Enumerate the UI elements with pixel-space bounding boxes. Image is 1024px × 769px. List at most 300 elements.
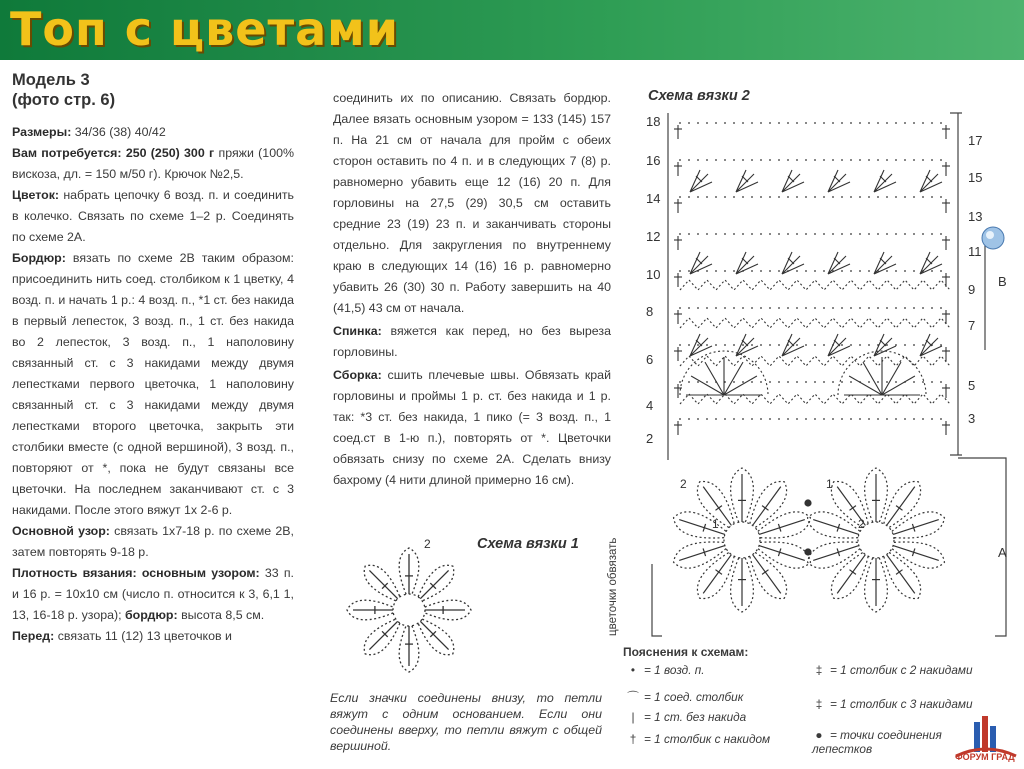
chain-dot bbox=[895, 196, 897, 198]
chain-dot bbox=[886, 381, 888, 383]
chain-dot bbox=[697, 233, 699, 235]
chain-dot bbox=[769, 233, 771, 235]
chain-dot bbox=[823, 381, 825, 383]
chain-dot bbox=[886, 307, 888, 309]
chain-dot bbox=[904, 270, 906, 272]
chain-dot bbox=[922, 381, 924, 383]
chain-dot bbox=[850, 196, 852, 198]
chain-dot bbox=[823, 344, 825, 346]
chain-dot bbox=[760, 122, 762, 124]
stitch-bar bbox=[742, 176, 748, 182]
chain-dot bbox=[769, 159, 771, 161]
chain-dot bbox=[913, 196, 915, 198]
petal-outline bbox=[892, 512, 945, 538]
chain-dot bbox=[742, 381, 744, 383]
chain-dot bbox=[895, 381, 897, 383]
row-number: 4 bbox=[646, 398, 654, 413]
chain-dot bbox=[733, 159, 735, 161]
stitch-bar bbox=[696, 176, 702, 182]
chain-dot bbox=[940, 159, 942, 161]
row-number: 14 bbox=[646, 191, 661, 206]
chain-dot bbox=[931, 122, 933, 124]
chain-dot bbox=[931, 418, 933, 420]
chain-dot bbox=[751, 196, 753, 198]
chain-dot bbox=[832, 122, 834, 124]
chain-dot bbox=[697, 122, 699, 124]
chain-dot bbox=[877, 159, 879, 161]
chain-dot bbox=[823, 196, 825, 198]
chain-dot bbox=[679, 122, 681, 124]
stitch-bar bbox=[696, 340, 702, 346]
chain-dot bbox=[814, 233, 816, 235]
chain-dot bbox=[922, 159, 924, 161]
schema1-note: Если значки соединены внизу, то петли вяжут с одним основанием. Если они соединены вверху, то петли вяжут с общей вершиной. bbox=[330, 691, 602, 753]
chain-dot bbox=[814, 381, 816, 383]
legend-item: † = 1 столбик с накидом bbox=[626, 732, 770, 746]
row-number: 7 bbox=[968, 318, 976, 333]
chain-dot bbox=[778, 307, 780, 309]
chain-dot bbox=[778, 344, 780, 346]
petal-crossbar bbox=[896, 506, 902, 511]
slip-stitch-icon: ⌒ bbox=[627, 690, 639, 704]
chain-dot bbox=[679, 196, 681, 198]
chain-dot bbox=[832, 307, 834, 309]
density-paragraph: Плотность вязания: основным узором: 33 п. и 16 р. = 10х10 см (число п. относится к 3, 6,1 1, 13, 16-18 р. узора); бордюр: высота 8,5 см. bbox=[12, 566, 294, 622]
chain-dot bbox=[841, 307, 843, 309]
side-label: цветочки обвязать bbox=[607, 537, 619, 636]
border-paragraph: Бордюр: вязать по схеме 2В таким образом: присоединить нить соед. столбиком к 1 цветку, 4 возд. п. и начать 1 р.: 4 возд. п., *1 ст. без накида в первый лепесток, 3 возд. п., 1 ст. без накида во 2 лепесток, 3 возд. п., 1 наполовину связанный ст. с 3 накидами между двумя лепестками первого цветочка, 1 наполовину связанный ст. с 3 накидами между двумя лепестками второго цветочка, закрыть эти столбики вместе (с одной вершиной), 3 возд. п., повторяют от *, пока не будут связаны все цветочки. На последнем заканчивают ст. с 3 накидами. После этого вяжут 1х 2-6 р. bbox=[12, 251, 294, 517]
schema1-title: Схема вязки 1 bbox=[477, 536, 579, 552]
chain-dot bbox=[688, 196, 690, 198]
row-number: 17 bbox=[968, 133, 983, 148]
chain-dot bbox=[715, 418, 717, 420]
chain-dot bbox=[706, 196, 708, 198]
chain-dot bbox=[832, 381, 834, 383]
chain-dot bbox=[913, 122, 915, 124]
chain-dot bbox=[787, 159, 789, 161]
chain-dot bbox=[787, 418, 789, 420]
chain-dot bbox=[796, 122, 798, 124]
legend-title: Пояснения к схемам: bbox=[623, 645, 749, 659]
chain-dot bbox=[787, 122, 789, 124]
chain-dot bbox=[850, 159, 852, 161]
chain-dot bbox=[724, 233, 726, 235]
chain-dot bbox=[904, 122, 906, 124]
flower-center-ring bbox=[724, 522, 760, 558]
chain-dot bbox=[805, 418, 807, 420]
row-number: 15 bbox=[968, 170, 983, 185]
chain-dot bbox=[922, 122, 924, 124]
schema2-flowers bbox=[674, 468, 945, 612]
chain-dot bbox=[823, 270, 825, 272]
chain-dot bbox=[841, 196, 843, 198]
page-title: Топ с цветами bbox=[10, 2, 399, 56]
chain-dot bbox=[814, 418, 816, 420]
chain-dot bbox=[805, 344, 807, 346]
chain-dot bbox=[904, 196, 906, 198]
stitch-bar bbox=[834, 176, 840, 182]
chain-dot bbox=[778, 270, 780, 272]
petal-crossbar bbox=[849, 506, 855, 511]
chain-dot bbox=[679, 233, 681, 235]
row-number: 12 bbox=[646, 229, 661, 244]
chain-dot bbox=[814, 307, 816, 309]
chain-dot bbox=[733, 418, 735, 420]
chain-dot bbox=[706, 270, 708, 272]
chain-dot bbox=[796, 159, 798, 161]
chain-dot bbox=[742, 122, 744, 124]
flower-row-label: 1 bbox=[826, 477, 833, 491]
chain-stitch-icon: • bbox=[630, 663, 636, 677]
main-pattern-paragraph: Основной узор: связать 1х7-18 р. по схеме 2В, затем повторять 9-18 р. bbox=[12, 524, 295, 559]
chain-dot bbox=[697, 418, 699, 420]
assembly-paragraph: Сборка: сшить плечевые швы. Обвязать край горловины и проймы 1 р. ст. без накида и 1 р. так: *3 ст. без накида, 1 пико (= 3 возд. п., 1 соед.ст в 1-ю п.), повторять от *. Цветочки обвязать снизу по схеме 2А. Сделать внизу бахрому (4 нити длиной примерно 16 см). bbox=[333, 368, 611, 487]
petal-outline bbox=[758, 512, 811, 538]
chain-dot bbox=[868, 159, 870, 161]
chain-dot bbox=[859, 307, 861, 309]
chain-dot bbox=[787, 196, 789, 198]
chain-dot bbox=[904, 159, 906, 161]
chain-dot bbox=[697, 381, 699, 383]
chain-dot bbox=[913, 233, 915, 235]
chain-dot bbox=[868, 344, 870, 346]
chain-dot bbox=[760, 196, 762, 198]
chain-dot bbox=[769, 307, 771, 309]
chain-dot bbox=[886, 196, 888, 198]
flower-row-label: 2 bbox=[858, 517, 865, 531]
chain-dot bbox=[940, 122, 942, 124]
chain-dot bbox=[841, 270, 843, 272]
chain-dot bbox=[778, 159, 780, 161]
chain-dot bbox=[868, 196, 870, 198]
chain-dot bbox=[706, 381, 708, 383]
chain-dot bbox=[769, 418, 771, 420]
flower-row-label: 1 bbox=[712, 517, 719, 531]
chain-dot bbox=[796, 233, 798, 235]
chain-dot bbox=[769, 196, 771, 198]
chain-dot bbox=[706, 307, 708, 309]
petal-outline bbox=[808, 512, 861, 538]
chain-dot bbox=[706, 344, 708, 346]
schema2-flower-row-labels bbox=[680, 477, 865, 531]
back-paragraph: Спинка: вяжется как перед, но без выреза горловины. bbox=[333, 324, 611, 359]
chain-dot bbox=[904, 307, 906, 309]
chain-dot bbox=[787, 307, 789, 309]
chain-dot bbox=[769, 270, 771, 272]
stitch-bar bbox=[788, 176, 794, 182]
legend-item: ⌒ = 1 соед. столбик bbox=[627, 690, 744, 704]
schema2-right-row-numbers bbox=[968, 133, 982, 426]
chain-dot bbox=[814, 159, 816, 161]
chain-dot bbox=[733, 122, 735, 124]
chain-dot bbox=[751, 418, 753, 420]
chain-dot bbox=[814, 344, 816, 346]
chain-dot bbox=[733, 344, 735, 346]
chain-dot bbox=[715, 307, 717, 309]
chain-dot bbox=[859, 233, 861, 235]
chain-dot bbox=[922, 418, 924, 420]
petal-stitch bbox=[759, 520, 805, 535]
chain-dot bbox=[706, 418, 708, 420]
petal-crossbar bbox=[762, 506, 768, 511]
chain-dot bbox=[733, 270, 735, 272]
petal-crossbar bbox=[896, 570, 902, 575]
chain-dot bbox=[805, 122, 807, 124]
petal-stitch bbox=[813, 520, 859, 535]
mesh-zigzag bbox=[680, 356, 950, 366]
chain-dot bbox=[841, 344, 843, 346]
chain-dot bbox=[679, 270, 681, 272]
chain-dot bbox=[913, 381, 915, 383]
chain-dot bbox=[913, 270, 915, 272]
chain-dot bbox=[895, 418, 897, 420]
chain-dot bbox=[823, 418, 825, 420]
chain-dot bbox=[787, 381, 789, 383]
chain-dot bbox=[679, 381, 681, 383]
petal-crossbar bbox=[715, 506, 721, 511]
petal-stitch bbox=[893, 520, 939, 535]
chain-dot bbox=[895, 270, 897, 272]
chain-dot bbox=[760, 344, 762, 346]
chain-dot bbox=[679, 159, 681, 161]
chain-dot bbox=[850, 122, 852, 124]
flower-paragraph: Цветок: набрать цепочку 6 возд. п. и соединить в колечко. Связать по схеме 1–2 р. Соединять по схеме 2А. bbox=[12, 188, 294, 244]
chain-dot bbox=[895, 233, 897, 235]
schema1-flower bbox=[347, 548, 471, 672]
chain-dot bbox=[913, 307, 915, 309]
join-point bbox=[805, 549, 811, 555]
chain-dot bbox=[868, 122, 870, 124]
chain-dot bbox=[733, 307, 735, 309]
chain-dot bbox=[706, 233, 708, 235]
chain-dot bbox=[832, 196, 834, 198]
chain-dot bbox=[742, 159, 744, 161]
chain-dot bbox=[751, 381, 753, 383]
petal-outline bbox=[758, 542, 811, 568]
chain-dot bbox=[688, 122, 690, 124]
chain-dot bbox=[868, 233, 870, 235]
chain-dot bbox=[931, 307, 933, 309]
join-point bbox=[805, 500, 811, 506]
chain-dot bbox=[832, 233, 834, 235]
chain-dot bbox=[832, 159, 834, 161]
schema2-pattern bbox=[674, 122, 950, 435]
chain-dot bbox=[715, 233, 717, 235]
chain-dot bbox=[742, 418, 744, 420]
chain-dot bbox=[940, 418, 942, 420]
chain-dot bbox=[913, 344, 915, 346]
section-a-label: A bbox=[998, 545, 1007, 560]
chain-dot bbox=[940, 381, 942, 383]
petal-outline bbox=[808, 542, 861, 568]
chain-dot bbox=[805, 270, 807, 272]
chain-dot bbox=[931, 196, 933, 198]
chain-dot bbox=[904, 233, 906, 235]
chain-dot bbox=[688, 159, 690, 161]
chain-dot bbox=[769, 381, 771, 383]
row-number: 6 bbox=[646, 352, 654, 367]
chain-dot bbox=[796, 307, 798, 309]
chain-dot bbox=[724, 196, 726, 198]
chain-dot bbox=[859, 196, 861, 198]
legend-item: ● = точки соединения лепестков bbox=[812, 728, 942, 756]
row-number: 3 bbox=[968, 411, 976, 426]
chain-dot bbox=[796, 270, 798, 272]
row-number: 2 bbox=[646, 431, 654, 446]
chain-dot bbox=[886, 159, 888, 161]
chain-dot bbox=[751, 270, 753, 272]
chain-dot bbox=[877, 418, 879, 420]
chain-dot bbox=[868, 418, 870, 420]
chain-dot bbox=[715, 122, 717, 124]
chain-dot bbox=[715, 270, 717, 272]
double-crochet-icon: † bbox=[629, 732, 637, 746]
chain-dot bbox=[751, 344, 753, 346]
petal-outline bbox=[674, 542, 727, 568]
chain-dot bbox=[886, 122, 888, 124]
stitch-bar bbox=[834, 258, 840, 264]
chain-dot bbox=[760, 418, 762, 420]
flower-row-label: 2 bbox=[680, 477, 687, 491]
chain-dot bbox=[850, 307, 852, 309]
chain-dot bbox=[724, 418, 726, 420]
sizes-paragraph: Размеры: 34/36 (38) 40/42 bbox=[12, 125, 166, 139]
chain-dot bbox=[805, 307, 807, 309]
legend-item: | = 1 ст. без накида bbox=[626, 710, 746, 724]
chain-dot bbox=[895, 307, 897, 309]
schema2-left-row-numbers bbox=[646, 114, 660, 446]
stitch-bar bbox=[926, 258, 932, 264]
chain-dot bbox=[886, 270, 888, 272]
chain-dot bbox=[904, 418, 906, 420]
chain-dot bbox=[850, 344, 852, 346]
chain-dot bbox=[796, 418, 798, 420]
chain-dot bbox=[922, 307, 924, 309]
chain-dot bbox=[805, 233, 807, 235]
chain-dot bbox=[724, 159, 726, 161]
chain-dot bbox=[841, 122, 843, 124]
chain-dot bbox=[823, 122, 825, 124]
chain-dot bbox=[697, 344, 699, 346]
chain-dot bbox=[841, 159, 843, 161]
chain-dot bbox=[877, 307, 879, 309]
chain-dot bbox=[724, 122, 726, 124]
chain-dot bbox=[877, 381, 879, 383]
chain-dot bbox=[859, 122, 861, 124]
chain-dot bbox=[859, 270, 861, 272]
chain-dot bbox=[940, 270, 942, 272]
chain-dot bbox=[841, 381, 843, 383]
chain-dot bbox=[859, 344, 861, 346]
chain-dot bbox=[688, 270, 690, 272]
chain-dot bbox=[697, 307, 699, 309]
petal-crossbar bbox=[849, 570, 855, 575]
chain-dot bbox=[733, 196, 735, 198]
petal-stitch bbox=[679, 546, 725, 561]
chain-dot bbox=[724, 270, 726, 272]
stitch-bar bbox=[880, 176, 886, 182]
chain-dot bbox=[913, 159, 915, 161]
schema2-title: Схема вязки 2 bbox=[648, 88, 750, 104]
chain-dot bbox=[697, 196, 699, 198]
flower-center-ring bbox=[393, 594, 425, 626]
front-paragraph: Перед: связать 11 (12) 13 цветочков и bbox=[12, 629, 232, 643]
chain-dot bbox=[688, 307, 690, 309]
chain-dot bbox=[877, 122, 879, 124]
chain-dot bbox=[814, 270, 816, 272]
chain-dot bbox=[895, 159, 897, 161]
chain-dot bbox=[922, 233, 924, 235]
chain-dot bbox=[877, 196, 879, 198]
stitch-bar bbox=[880, 340, 886, 346]
row-number: 13 bbox=[968, 209, 983, 224]
chain-dot bbox=[688, 381, 690, 383]
chain-dot bbox=[805, 196, 807, 198]
logo-text: ФОРУМ ГРАД bbox=[955, 752, 1015, 762]
treble-crochet-icon: ‡ bbox=[815, 663, 823, 677]
stitch-bar bbox=[880, 258, 886, 264]
row-number: 18 bbox=[646, 114, 661, 129]
chain-dot bbox=[688, 233, 690, 235]
chain-dot bbox=[760, 307, 762, 309]
chain-dot bbox=[814, 196, 816, 198]
chain-dot bbox=[814, 122, 816, 124]
stitch-bar bbox=[926, 176, 932, 182]
chain-dot bbox=[787, 233, 789, 235]
row-number: 11 bbox=[968, 244, 982, 259]
chain-dot bbox=[940, 307, 942, 309]
chain-dot bbox=[778, 233, 780, 235]
row-number: 16 bbox=[646, 153, 661, 168]
chain-dot bbox=[742, 344, 744, 346]
chain-dot bbox=[715, 344, 717, 346]
chain-dot bbox=[868, 381, 870, 383]
petal-crossbar bbox=[762, 570, 768, 575]
chain-dot bbox=[760, 233, 762, 235]
chain-dot bbox=[805, 381, 807, 383]
chain-dot bbox=[868, 307, 870, 309]
chain-dot bbox=[679, 307, 681, 309]
chain-dot bbox=[688, 418, 690, 420]
chain-dot bbox=[796, 381, 798, 383]
chain-dot bbox=[769, 122, 771, 124]
chain-dot bbox=[742, 233, 744, 235]
schema1-row-label: 2 bbox=[424, 537, 431, 551]
row-number: 10 bbox=[646, 267, 661, 282]
chain-dot bbox=[715, 196, 717, 198]
chain-dot bbox=[859, 159, 861, 161]
chain-dot bbox=[724, 307, 726, 309]
chain-dot bbox=[850, 233, 852, 235]
chain-dot bbox=[823, 307, 825, 309]
chain-dot bbox=[913, 418, 915, 420]
mesh-zigzag bbox=[680, 318, 950, 328]
chain-dot bbox=[922, 344, 924, 346]
chain-dot bbox=[895, 344, 897, 346]
chain-dot bbox=[931, 381, 933, 383]
chain-dot bbox=[868, 270, 870, 272]
chain-dot bbox=[841, 418, 843, 420]
chain-dot bbox=[940, 233, 942, 235]
stitch-bar bbox=[788, 258, 794, 264]
chain-dot bbox=[850, 418, 852, 420]
chain-dot bbox=[778, 196, 780, 198]
stitch-bar bbox=[926, 340, 932, 346]
chain-dot bbox=[832, 418, 834, 420]
chain-dot bbox=[706, 159, 708, 161]
double-treble-icon: ‡ bbox=[815, 697, 823, 711]
single-crochet-icon: | bbox=[631, 710, 635, 724]
